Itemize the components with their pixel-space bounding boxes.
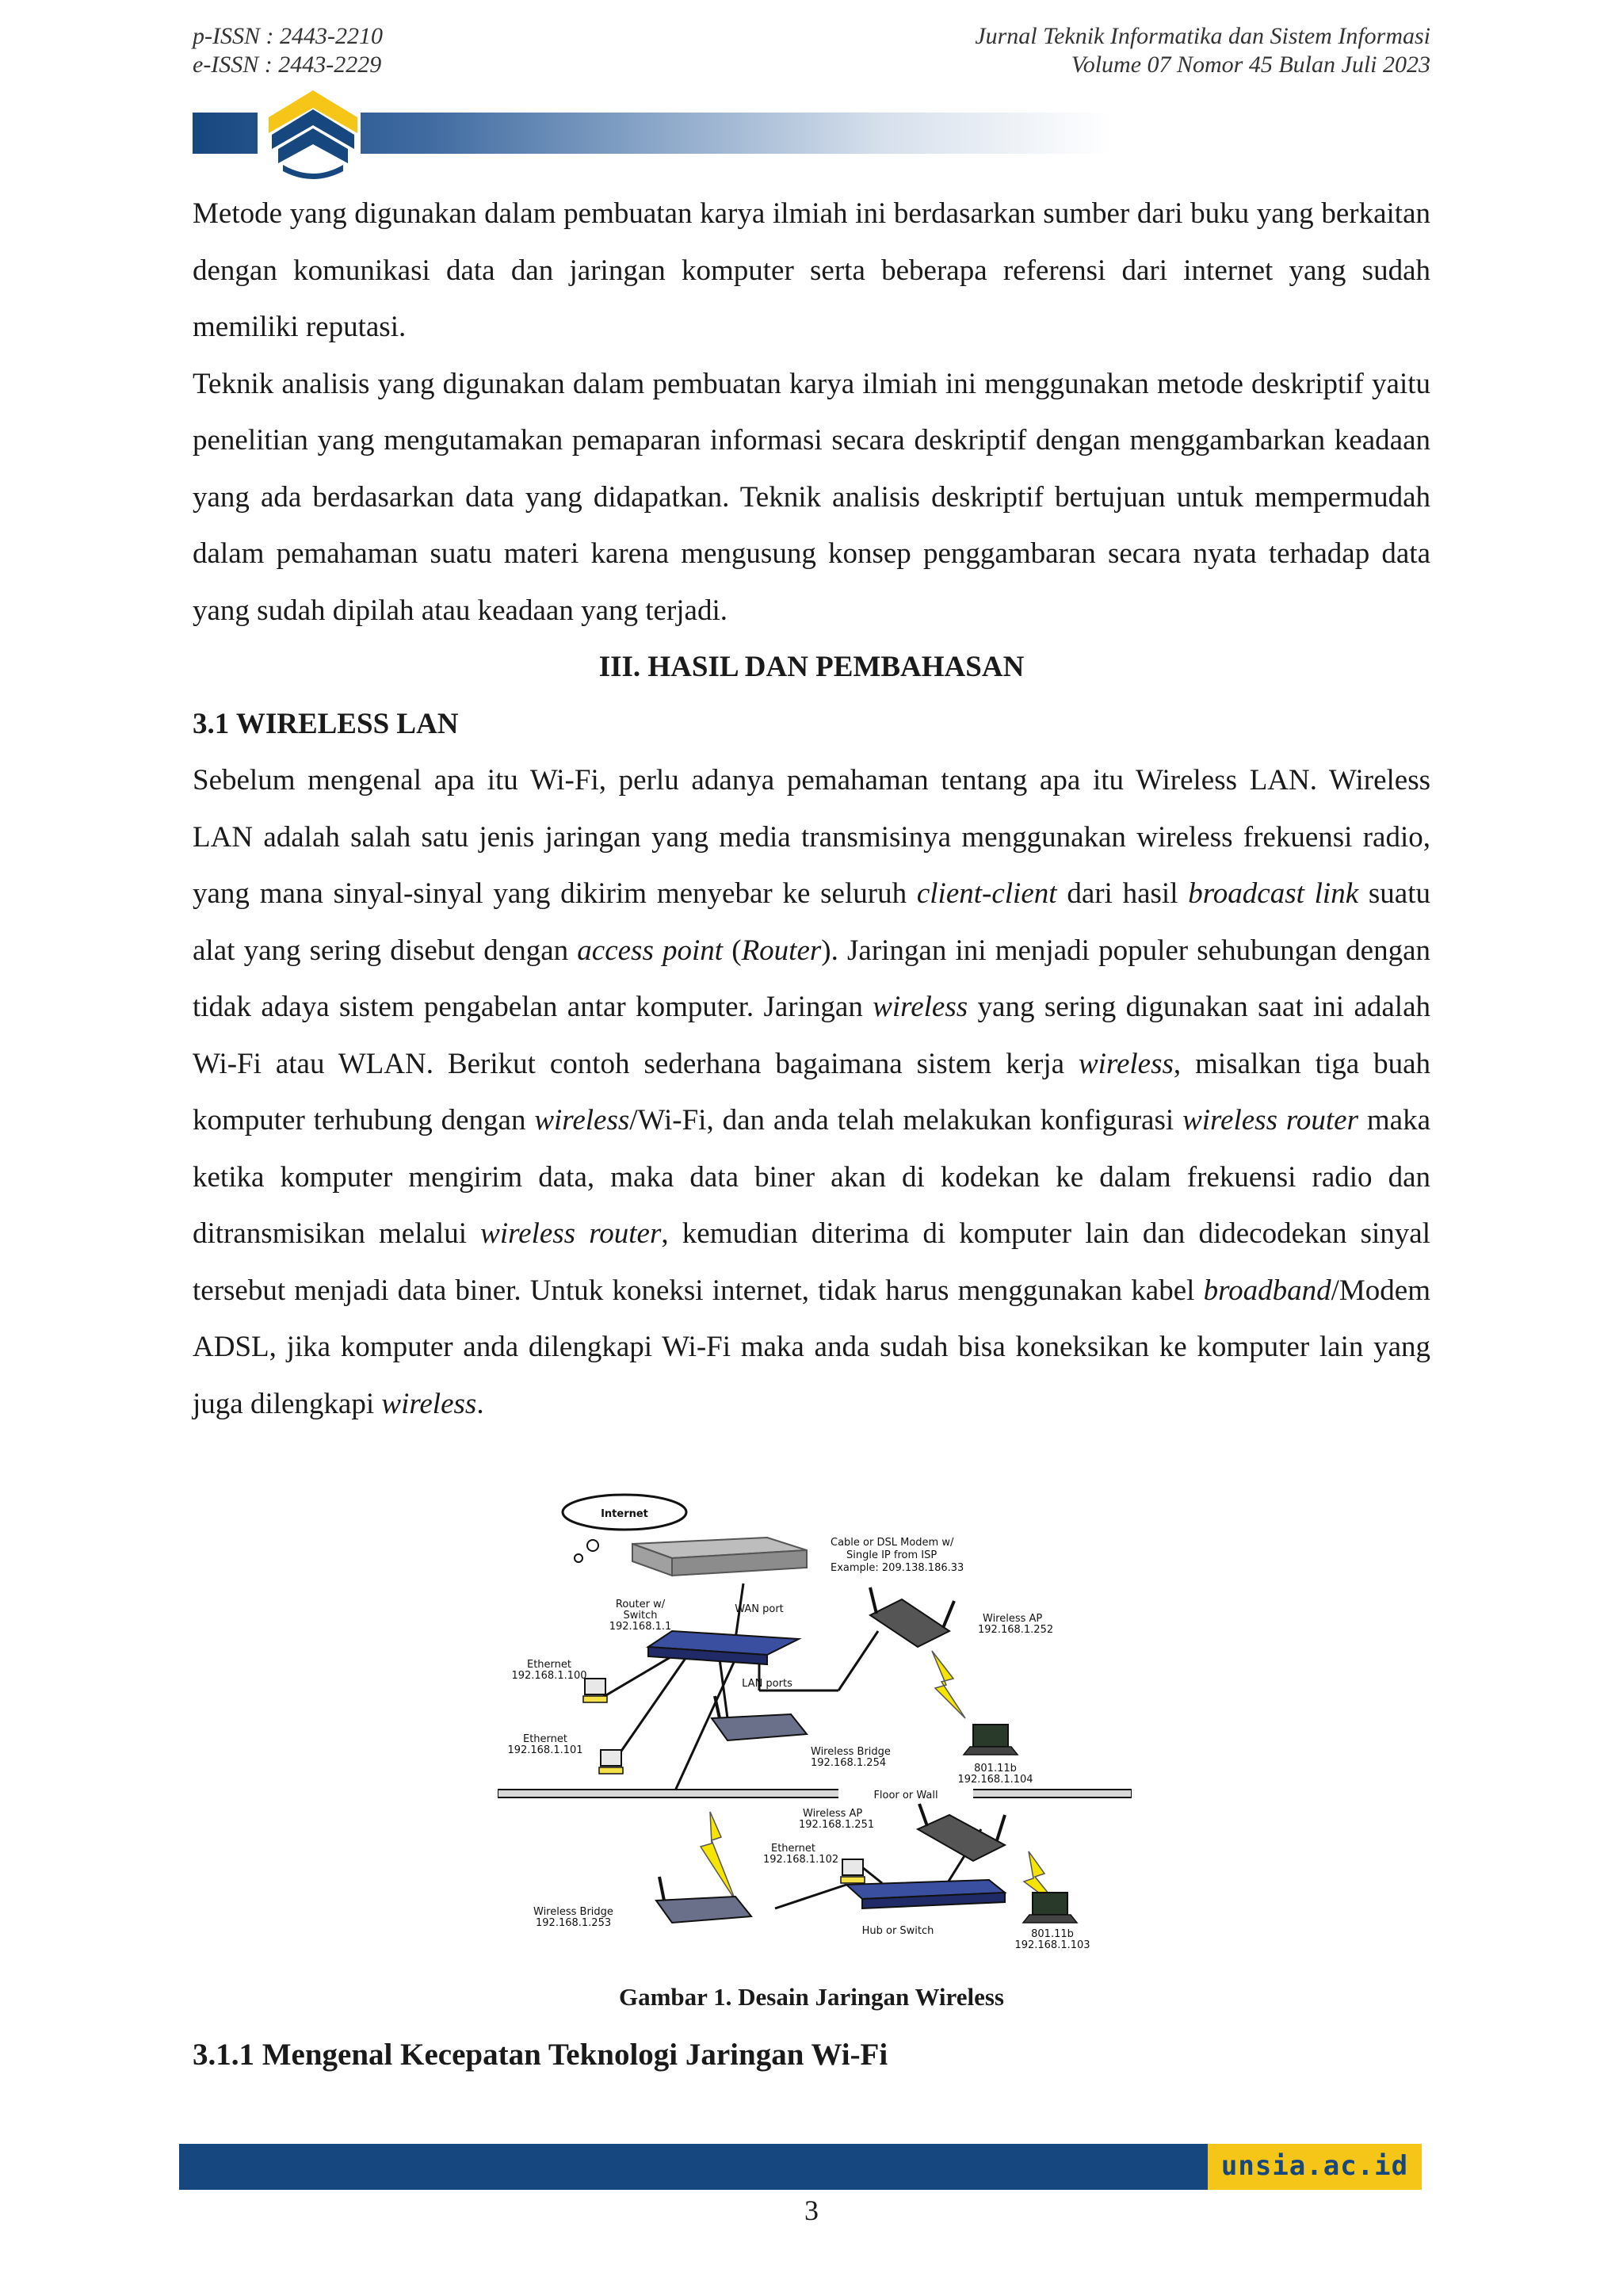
wireless-signal-icon [932,1651,965,1718]
footer-band [179,2144,1422,2190]
eth1-label-1: Ethernet [527,1659,571,1671]
ap1-label-1: Wireless AP [983,1613,1043,1625]
lap1-label-2: 192.168.1.104 [957,1774,1033,1786]
lap2-label-2: 192.168.1.103 [1014,1939,1090,1951]
text-run: , misalkan tiga buah komputer terhubung dengan [193,1047,1430,1137]
eth2-label-2: 192.168.1.101 [507,1744,583,1756]
journal-block [975,22,1430,79]
text-run: Sebelum mengenal apa itu Wi-Fi, perlu adanya pemahaman tentang apa itu Wireless LAN. Wireless LAN adalah salah satu jenis jaringan yang media transmisinya menggunakan wireless frekuensi radio, yang mana sinyal-sinyal yang dikirim menyebar ke seluruh [193,764,1430,910]
italic-run: Router [741,934,822,967]
subsection-title: 3.1 WIRELESS LAN [193,707,459,740]
journal-name: Jurnal Teknik Informatika dan Sistem Informasi [975,23,1430,49]
paragraph-wireless-lan [193,752,1430,1432]
floor-wall-label: Floor or Wall [873,1790,938,1801]
bridge1-label-2: 192.168.1.254 [811,1757,887,1769]
wireless-bridge-icon [656,1877,751,1923]
hub-label: Hub or Switch [861,1925,934,1937]
lan-ports-label: LAN ports [742,1678,792,1690]
eth2-label-1: Ethernet [523,1733,567,1745]
modem-label-3: Example: 209.138.186.33 [831,1562,964,1574]
wireless-ap-icon [870,1587,954,1647]
bridge1-label-1: Wireless Bridge [811,1746,891,1758]
italic-run: wireless [1078,1047,1174,1080]
modem-icon [632,1538,807,1576]
eth3-label-1: Ethernet [771,1843,815,1855]
subsubsection-title: 3.1.1 Mengenal Kecepatan Teknologi Jaringan Wi-Fi [193,2038,888,2072]
floor-wall-divider [498,1790,1132,1797]
brand-text: unsia.ac.id [1220,2150,1409,2182]
router-icon [648,1631,799,1664]
text-run: dari hasil [1056,877,1189,910]
paragraph-method: Metode yang digunakan dalam pembuatan karya ilmiah ini berdasarkan sumber dari buku yang berkaitan dengan komunikasi data dan jaringan komputer serta beberapa referensi dari internet yang sudah memiliki reputasi. [193,197,1430,343]
internet-label: Internet [601,1508,648,1520]
eth1-label-2: 192.168.1.100 [511,1670,587,1682]
e-issn: e-ISSN : 2443-2229 [193,52,382,78]
modem-label-1: Cable or DSL Modem w/ [831,1537,954,1549]
text-run: ( [723,934,742,967]
italic-run: wireless router [1182,1104,1358,1137]
italic-run: wireless [534,1104,630,1137]
issn-block [193,22,383,79]
wireless-network-diagram [498,1488,1132,1973]
figure-caption: Gambar 1. Desain Jaringan Wireless [619,1983,1004,2011]
italic-run: wireless [381,1387,477,1420]
paragraph-analysis: Teknik analisis yang digunakan dalam pembuatan karya ilmiah ini menggunakan metode deskriptif yaitu penelitian yang mengutamakan pemaparan informasi secara deskriptif dengan menggambarkan keadaan yang ada berdasarkan data yang didapatkan. Teknik analisis deskriptif bertujuan untuk mempermudah dalam pemahaman suatu materi karena mengusung konsep penggambaran secara nyata terhadap data yang sudah dipilah atau keadaan yang terjadi. [193,367,1430,627]
modem-label-2: Single IP from ISP [846,1549,938,1561]
laptop-icon [1023,1893,1077,1923]
lap1-label-1: 801.11b [974,1763,1017,1775]
italic-run: client-client [916,877,1057,910]
router-label-3: 192.168.1.1 [609,1621,672,1633]
router-label-2: Switch [623,1610,658,1622]
page-number: 3 [804,2195,819,2226]
italic-run: broadcast link [1188,877,1359,910]
text-run: maka ketika komputer mengirim data, maka data biner akan di kodekan ke dalam frekuensi radio dan ditransmisikan melalui [193,1104,1431,1250]
bridge2-label-2: 192.168.1.253 [536,1917,612,1929]
wireless-ap-icon [918,1804,1005,1861]
text-run: . [476,1387,484,1420]
text-run: /Modem ADSL, jika komputer anda dilengkapi Wi-Fi maka anda sudah bisa koneksikan ke komputer lain yang juga dilengkapi [193,1274,1430,1420]
section-title: III. HASIL DAN PEMBAHASAN [598,651,1025,683]
italic-run: wireless [873,991,968,1023]
laptop-icon [964,1725,1018,1755]
computer-icon [599,1750,623,1774]
text-run: ). Jaringan ini menjadi populer sehubungan dengan tidak adaya sistem pengabelan antar komputer. Jaringan [193,934,1430,1023]
text-run: /Wi-Fi, dan anda telah melakukan konfigurasi [629,1104,1183,1137]
text-run: , kemudian diterima di komputer lain dan didecodekan sinyal tersebut menjadi data biner. Untuk koneksi internet, tidak harus menggunakan kabel [193,1217,1430,1307]
italic-run: access point [577,934,724,967]
journal-volume: Volume 07 Nomor 45 Bulan Juli 2023 [1071,52,1430,78]
lap2-label-1: 801.11b [1031,1928,1074,1940]
wan-port-label: WAN port [735,1603,784,1615]
text-run: suatu alat yang sering disebut dengan [193,877,1430,967]
ap2-label-1: Wireless AP [803,1808,863,1820]
router-label-1: Router w/ [615,1599,666,1610]
hub-switch-icon [846,1880,1005,1908]
text-run: yang sering digunakan saat ini adalah Wi-Fi atau WLAN. Berikut contoh sederhana bagaimana sistem kerja [193,991,1430,1080]
ap2-label-2: 192.168.1.251 [799,1819,875,1831]
eth3-label-2: 192.168.1.102 [763,1854,839,1866]
journal-logo-icon [265,86,361,179]
bridge2-label-1: Wireless Bridge [533,1906,613,1918]
brand-badge [1208,2144,1422,2190]
computer-icon [841,1859,865,1883]
ap1-label-2: 192.168.1.252 [978,1624,1054,1636]
body-section [193,185,1430,1432]
italic-run: wireless router [480,1217,662,1250]
p-issn: p-ISSN : 2443-2210 [193,23,383,49]
italic-run: broadband [1203,1274,1331,1307]
wireless-signal-icon [701,1812,735,1901]
computer-icon [583,1679,607,1702]
